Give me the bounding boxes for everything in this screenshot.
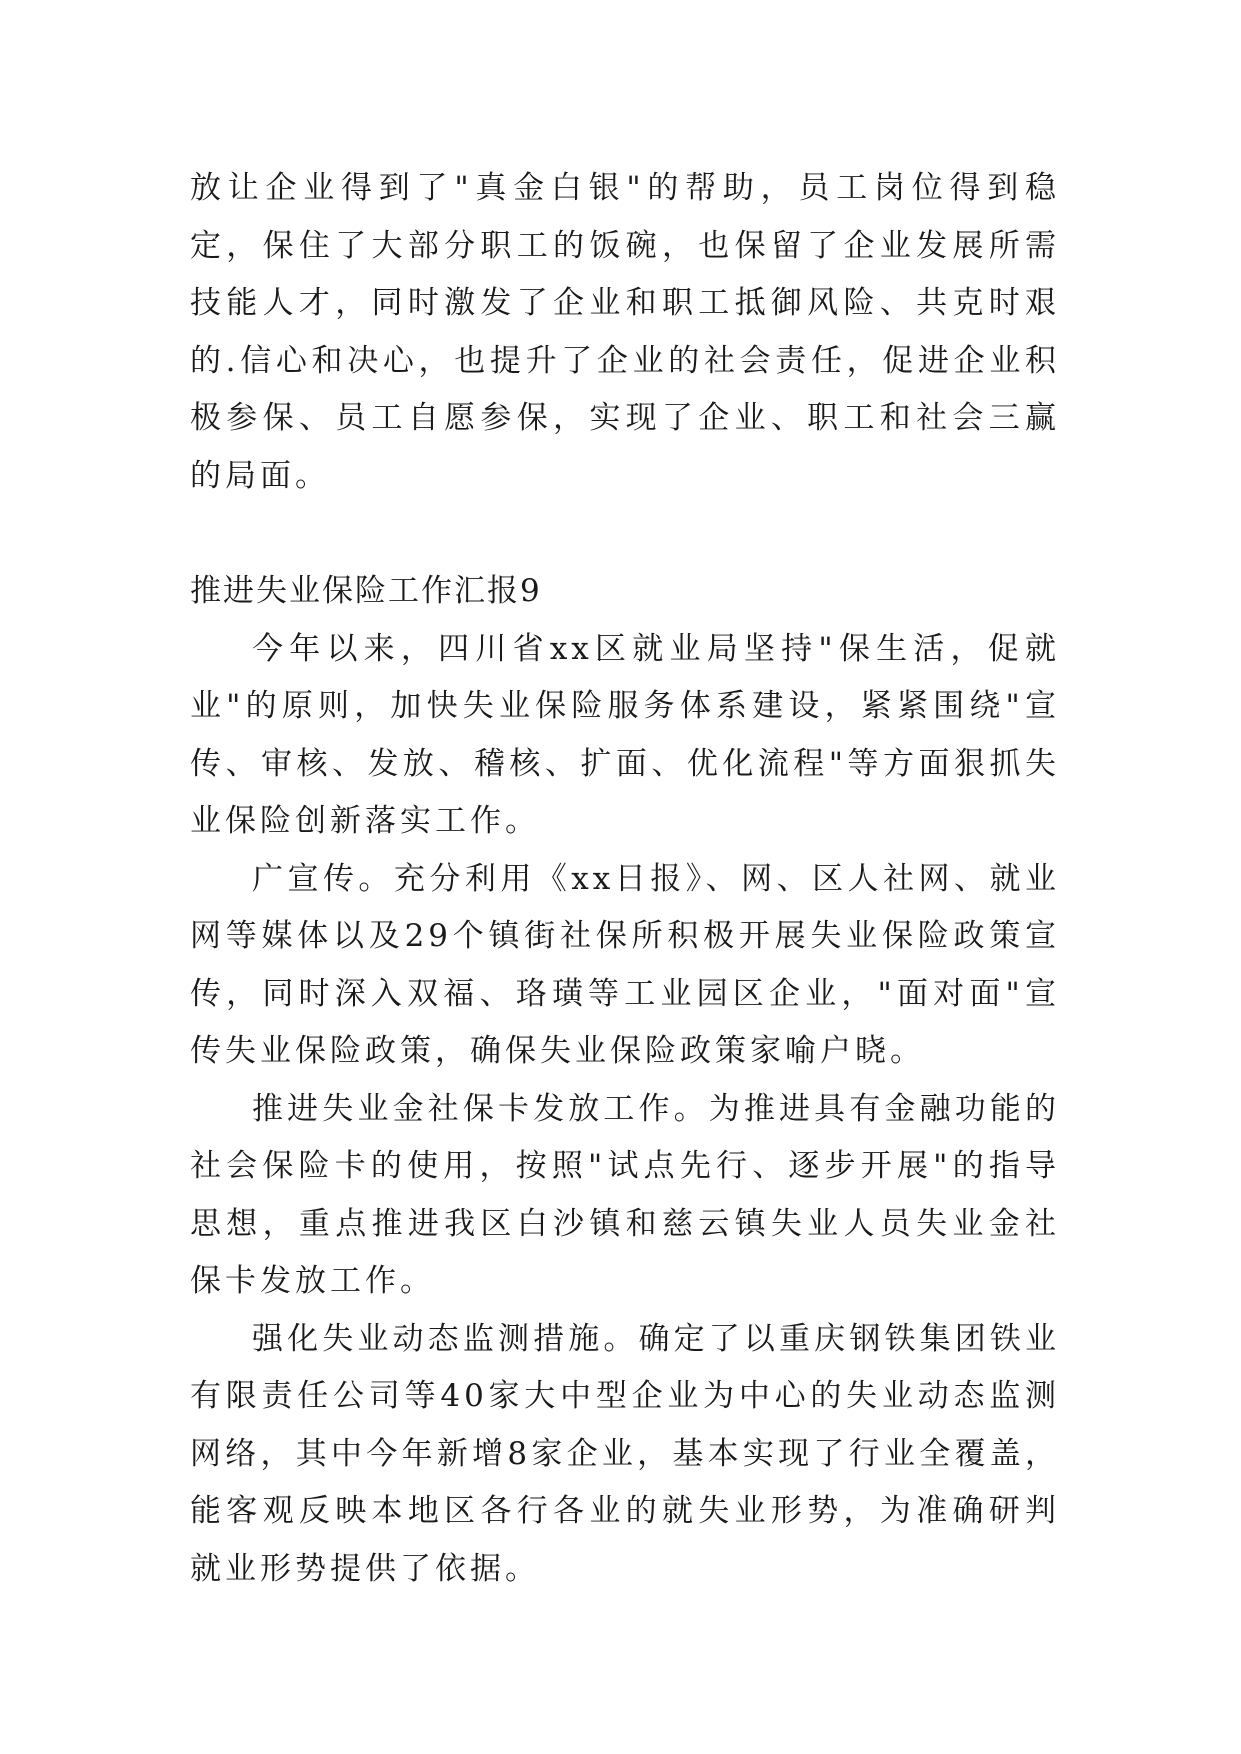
section-title: 推进失业保险工作汇报9 [190, 573, 542, 609]
body-paragraph-social-card: 推进失业金社保卡发放工作。为推进具有金融功能的社会保险卡的使用，按照"试点先行、逐步开展"的指导思想，重点推进我区白沙镇和慈云镇失业人员失业金社保卡发放工作。 [190, 1090, 1060, 1299]
document-body [190, 160, 1060, 1598]
continuation-paragraph: 放让企业得到了"真金白银"的帮助，员工岗位得到稳定，保住了大部分职工的饭碗，也保留了企业发展所需技能人才，同时激发了企业和职工抵御风险、共克时艰的.信心和决心，也提升了企业的社会责任，促进企业积极参保、员工自愿参保，实现了企业、职工和社会三赢的局面。 [190, 170, 1060, 494]
section-spacer [190, 505, 1060, 563]
body-paragraph-intro: 今年以来，四川省xx区就业局坚持"保生活，促就业"的原则，加快失业保险服务体系建设，紧紧围绕"宣传、审核、发放、稽核、扩面、优化流程"等方面狠抓失业保险创新落实工作。 [190, 630, 1060, 839]
body-paragraph-monitoring: 强化失业动态监测措施。确定了以重庆钢铁集团铁业有限责任公司等40家大中型企业为中心的失业动态监测网络，其中今年新增8家企业，基本实现了行业全覆盖，能客观反映本地区各行各业的就失业形势，为准确研判就业形势提供了依据。 [190, 1320, 1060, 1587]
body-paragraph-publicity: 广宣传。充分利用《xx日报》、网、区人社网、就业网等媒体以及29个镇街社保所积极开展失业保险政策宣传，同时深入双福、珞璜等工业园区企业，"面对面"宣传失业保险政策，确保失业保险政策家喻户晓。 [190, 860, 1060, 1069]
